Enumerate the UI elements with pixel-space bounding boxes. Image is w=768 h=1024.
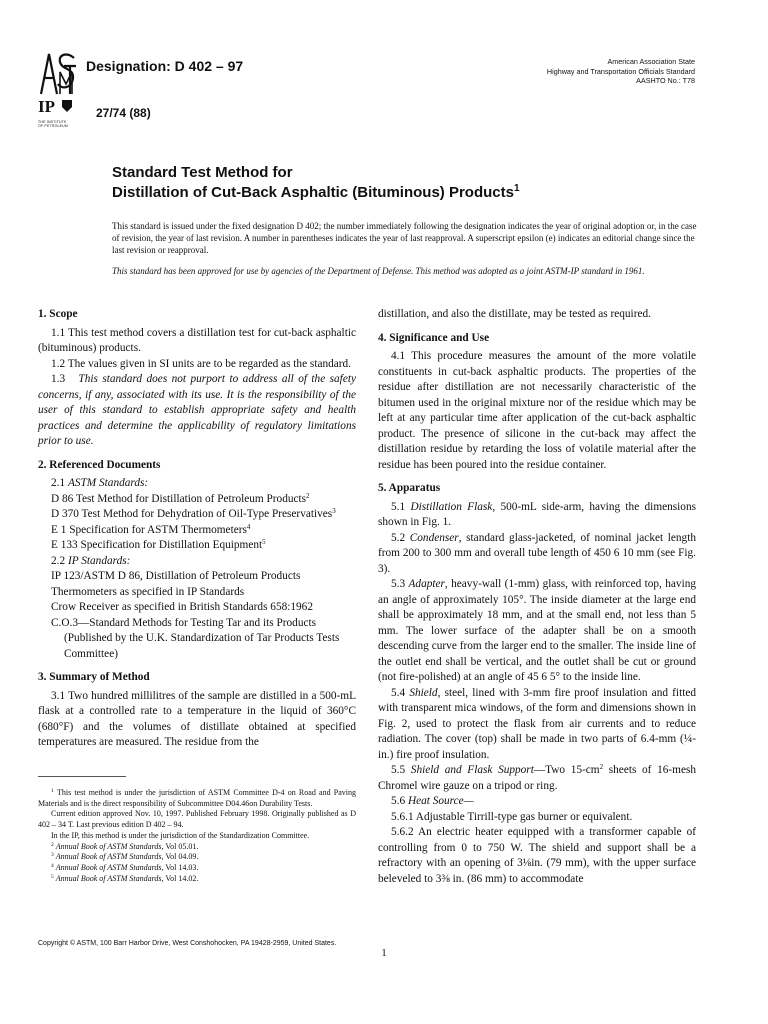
safety-caveat: This standard does not purport to address all of the safety concerns, if any, associated with its use. It is the responsibility of the user of this standard to establish appropriate safety and health practices and determine the applicability of regulatory limitations prior to use.: [38, 373, 356, 447]
title-footnote-marker: 1: [513, 183, 520, 194]
paragraph-continued: distillation, and also the distillate, may be tested as required.: [378, 308, 651, 320]
aashto-block: [435, 57, 695, 86]
paragraph: 1.2 The values given in SI units are to be regarded as the standard.: [51, 357, 352, 370]
reference-item: Thermometers as specified in IP Standards: [51, 585, 245, 598]
aashto-line: American Association State: [607, 57, 695, 66]
paragraph: 5.6 Heat Source—: [391, 795, 474, 807]
section-heading-summary: 3. Summary of Method: [38, 671, 150, 683]
footnote: $^5$ Annual Book of ASTM Standards, Vol 14.02.: [51, 873, 199, 883]
reference-item: Crow Receiver as specified in British Standards 658:1962: [51, 601, 313, 613]
aashto-line: Highway and Transportation Officials Standard: [546, 66, 695, 76]
paragraph: 1.1 This test method covers a distillation test for cut-back asphaltic (bituminous) products.: [38, 326, 356, 354]
paragraph: 4.1 This procedure measures the amount of the more volatile constituents in cut-back asphaltic products. The properties of the residue after distillation are not necessarily characteristic of the bitumen used in the original mixture nor of the residue which may be left at any particular time after application of the cut-back asphaltic product. The presence of silicone in the cut-back may affect the distillation residue by retarding the loss of volatile material after the residue has been poured into the residue container.: [378, 350, 696, 471]
section-heading-referenced-documents: 2. Referenced Documents: [38, 458, 161, 471]
page-number: 1: [381, 947, 387, 959]
footnote-divider: [38, 776, 126, 777]
section-heading-significance: 4. Significance and Use: [378, 331, 490, 344]
reference-item: E 133 Specification for Distillation Equipment$^5$: [51, 538, 266, 551]
paragraph: 5.5 Shield and Flask Support—Two $15-cm^2$ sheets of 16-mesh Chromel wire gauze on a tripod or ring.: [378, 763, 697, 792]
document-title: [112, 163, 520, 203]
section-heading-scope: 1. Scope: [38, 308, 78, 320]
title-line-2: Distillation of Cut-Back Asphaltic (Bituminous) Products: [112, 184, 514, 201]
paragraph: 5.1 Distillation Flask, 500-mL side-arm, having the dimensions shown in Fig. 1.: [378, 500, 696, 528]
ip-caption-line: THE INSTITUTE: [38, 120, 67, 124]
paragraph: 5.4 Shield, steel, lined with 3-mm fire proof insulation and fitted with transparent mica windows, of the form and dimensions shown in Fig. 2, used to protect the flask from air currents and to reduce radiation. The cover (top) shall be made in two parts of 6.4-mm (¼-in.) fire proof insulation.: [378, 686, 697, 761]
reference-item: D 86 Test Method for Distillation of Petroleum Products$^2$: [51, 491, 310, 505]
issued-note: This standard is issued under the fixed designation D 402; the number immediately following the designation indicates the year of original adoption or, in the case of revision, the year of last revision. A number in parentheses indicates the year of last reapproval. A superscript epsilon (e) indicates an editorial change since the last revision or reapproval.: [112, 221, 697, 255]
reference-item: E 1 Specification for ASTM Thermometers$^4$: [51, 522, 251, 536]
footnote: $^1$ This test method is under the jurisdiction of ASTM Committee D-4 on Road and Paving Materials and is the direct responsibility of Subcommittee D04.46on Durability Tests.: [38, 788, 356, 808]
subsection-heading: 2.2 IP Standards:: [51, 554, 131, 567]
paragraph: 5.3 Adapter, heavy-wall (1-mm) glass, with reinforced top, having an angle of approximately 105°. The inside diameter at the large end shall be approximately 18 mm, and at the small end, not less than 5 mm. The lower surface of the adapter shall be on a smooth descending curve from the larger end to the smaller. The inside line of the outlet end shall be vertical, and the outlet shall be cut or ground (not fire-polished) at an angle of 45 6 5° to the inside line.: [378, 578, 696, 683]
left-column: [38, 307, 356, 751]
subsection-heading: 2.1 ASTM Standards:: [51, 477, 149, 489]
paragraph: 1.3 This standard does not purport to address all of the safety concerns, if any, associated with its use. It is the responsibility of the user of this standard to establish appropriate safety and health practices and determine the applicability of regulatory limitations prior to use.: [38, 373, 356, 447]
ip-logo-letters: IP: [38, 97, 55, 115]
footnotes: [38, 788, 356, 884]
footnote: $^3$ Annual Book of ASTM Standards, Vol 04.09.: [51, 852, 199, 862]
paragraph: 5.2 Condenser, standard glass-jacketed, of nominal jacket length from 200 to 300 mm and overall tube length of 450 6 10 mm (see Fig. 3).: [378, 531, 696, 575]
ip-caption-line: OF PETROLEUM: [38, 124, 69, 128]
paragraph: 5.6.1 Adjustable Tirrill-type gas burner or equivalent.: [391, 810, 633, 823]
reference-item: IP 123/ASTM D 86, Distillation of Petroleum Products: [51, 570, 301, 582]
joint-reference: 27/74 (88): [96, 106, 151, 120]
approval-note: This standard has been approved for use by agencies of the Department of Defense. This method was adopted as a joint ASTM-IP standard in 1961.: [112, 266, 645, 276]
ip-emblem-icon: [38, 97, 76, 115]
paragraph: 3.1 Two hundred millilitres of the sample are distilled in a 500-mL flask at a controlled rate to a temperature in the liquid of 360°C (680°F) and the volumes of distillate obtained at specified temperatures are measured. The residue from the: [38, 689, 356, 748]
right-column: [378, 307, 696, 887]
footnote: Current edition approved Nov. 10, 1997. Published February 1998. Originally published as D 402 – 34 T. Last previous edition D 402 – 94.: [38, 809, 356, 830]
footnote: $^4$ Annual Book of ASTM Standards, Vol 14.03.: [51, 862, 199, 872]
designation: Designation: D 402 – 97: [86, 58, 244, 74]
footnote: $^2$ Annual Book of ASTM Standards, Vol 05.01.: [51, 841, 199, 851]
aashto-line: AASHTO No.: T78: [636, 76, 695, 86]
reference-item: C.O.3—Standard Methods for Testing Tar and its Products (Published by the U.K. Standardization of Tar Products Tests Committee): [51, 616, 340, 660]
astm-logo-icon: [38, 50, 78, 98]
footnote: In the IP, this method is under the jurisdiction of the Standardization Committee.: [51, 830, 310, 840]
title-line-1: Standard Test Method for: [112, 164, 293, 181]
paragraph: 5.6.2 An electric heater equipped with a transformer capable of controlling from 0 to 750 W. The shield and support shall be a refractory with an opening of 3⅛in. (79 mm), with the upper surface beleveled to 3⅜ in. (86 mm) to accommodate: [378, 826, 696, 885]
section-heading-apparatus: 5. Apparatus: [378, 482, 441, 494]
ip-logo: [38, 97, 76, 131]
copyright-notice: Copyright © ASTM, 100 Barr Harbor Drive, West Conshohocken, PA 19428-2959, United States.: [38, 940, 337, 947]
reference-item: D 370 Test Method for Dehydration of Oil-Type Preservatives$^3$: [51, 507, 336, 520]
